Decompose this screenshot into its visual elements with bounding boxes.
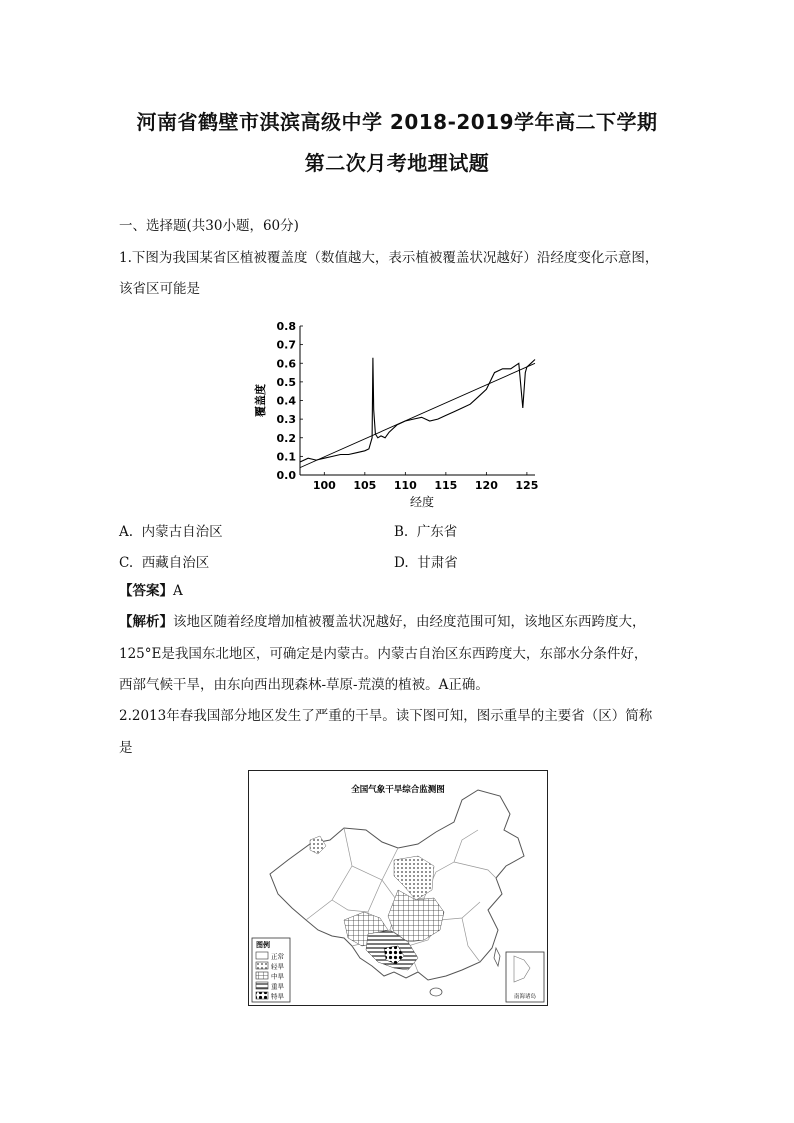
chart-axes [300,326,535,475]
q1-answer [119,582,183,600]
y-tick-label: 0.6 [276,357,296,371]
q2-stem-line1: 2.2013年春我国部分地区发生了严重的干旱。读下图可知，图示重旱的主要省（区）简称 [119,708,653,724]
chart-series [300,358,535,468]
q2-stem-line2: 是 [119,740,133,756]
y-tick-label: 0.2 [276,431,296,445]
x-tick-label: 115 [434,479,458,492]
y-tick-label: 0.1 [276,450,296,464]
south-china-sea-inset [506,952,544,1002]
legend-swatch-light [256,962,268,969]
x-tick-label: 105 [353,479,377,492]
option-letter: C. [119,555,134,571]
legend-swatch-normal [256,952,268,959]
q1-analysis-line2: 125°E是我国东北地区，可确定是内蒙古。内蒙古自治区东西跨度大，东部水分条件好， [119,646,648,662]
y-tick-label: 0.4 [276,394,296,408]
y-tick-labels [277,320,304,482]
map-legend [252,938,290,1002]
x-tick-label: 120 [474,479,498,492]
hainan-island [430,988,442,996]
option-letter: B. [394,524,409,540]
inset-label: 南海诸岛 [513,994,537,1000]
y-tick-label: 0.8 [276,320,296,333]
x-axis-label: 经度 [409,495,435,509]
map-title: 全国气象干旱综合监测图 [351,785,445,795]
legend-label-normal: 正常 [271,952,284,961]
option-text: 西藏自治区 [141,555,210,571]
document-title-line1: 河南省鹤壁市淇滨高级中学 2018-2019学年高二下学期 [136,110,658,134]
section-heading: 一、选择题(共30小题，60分) [119,218,299,234]
option-text: 甘肃省 [417,555,458,571]
drought-monitoring-map [248,770,548,1006]
q1-option-d[interactable] [394,551,458,571]
option-letter: A. [119,524,134,540]
legend-swatch-extreme [256,992,268,999]
y-tick-label: 0.3 [276,413,296,427]
option-text: 内蒙古自治区 [141,524,223,540]
x-tick-label: 110 [393,479,417,492]
q1-option-b[interactable] [394,520,457,540]
q1-stem-line1: 1.下图为我国某省区植被覆盖度（数值越大，表示植被覆盖状况越好）沿经度变化示意图， [119,250,659,266]
y-tick-label: 0.0 [276,469,296,482]
y-axis-label: 覆盖度 [254,384,267,417]
legend-label-moderate: 中旱 [271,972,284,981]
legend-title: 图例 [256,941,270,949]
legend-label-extreme: 特旱 [271,992,284,1001]
answer-tag: 【答案】 [119,583,173,599]
q1-stem-line2: 该省区可能是 [119,281,200,297]
analysis-text: 该地区随着经度增加植被覆盖状况越好，由经度范围可知，该地区东西跨度大， [173,614,646,630]
option-letter: D. [394,555,409,571]
series-line-trend [300,363,535,467]
option-text: 广东省 [416,524,458,540]
legend-swatch-moderate [256,972,268,979]
answer-value: A [173,583,183,599]
series-line-coverage [300,358,535,462]
document-title-line2: 第二次月考地理试题 [304,151,490,175]
legend-label-severe: 重旱 [271,982,284,991]
q1-option-a[interactable] [119,520,223,540]
y-tick-label: 0.7 [276,338,296,352]
legend-label-light: 轻旱 [271,962,284,971]
analysis-tag: 【解析】 [119,614,173,630]
q1-analysis-line3: 西部气候干旱，由东向西出现森林-草原-荒漠的植被。A正确。 [119,677,489,693]
legend-swatch-severe [256,982,268,989]
q1-option-c[interactable] [119,551,209,571]
vegetation-coverage-chart [250,318,550,510]
q1-analysis-line1 [119,613,646,631]
x-tick-label: 125 [515,479,539,492]
x-tick-label: 100 [312,479,336,492]
y-tick-label: 0.5 [276,375,296,389]
